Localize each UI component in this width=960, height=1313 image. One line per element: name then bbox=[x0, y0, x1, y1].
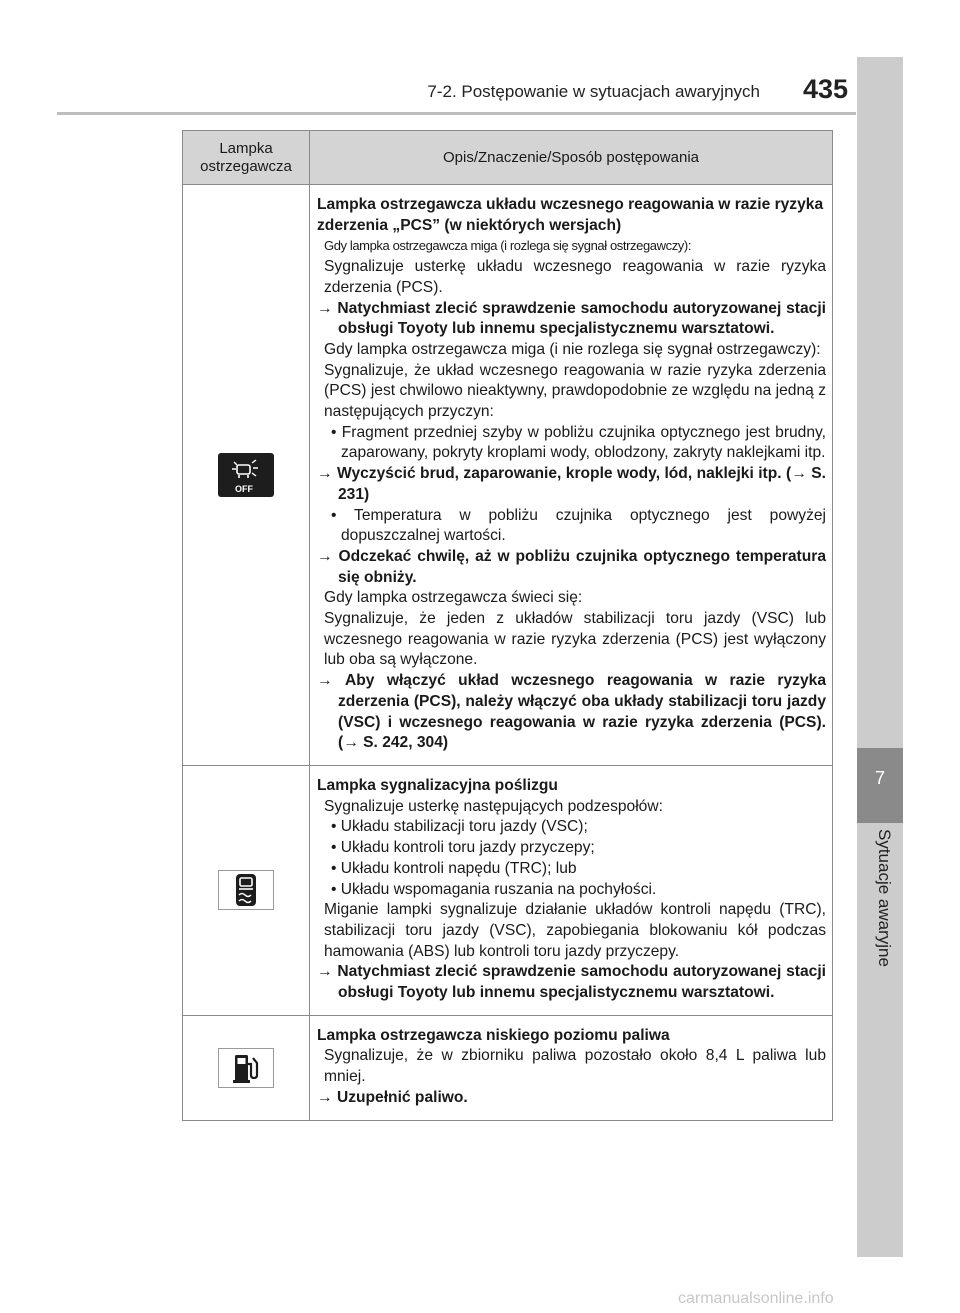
condition-text: Gdy lampka ostrzegawcza świeci się: bbox=[324, 589, 583, 607]
meaning-text: Sygnalizuje, że układ wczesnego reagowania w razie ryzyka zderzenia (PCS) jest chwilowo nieaktywny, prawdopodobnie ze względu na jedną z następujących przyczyn: bbox=[324, 361, 826, 421]
lamp-description-cell bbox=[310, 1015, 833, 1120]
header-divider bbox=[57, 112, 856, 115]
action-label: Natychmiast zlecić sprawdzenie samochodu autoryzowanej stacji obsługi Toyoty lub innemu specjalistycznemu warsztatowi. bbox=[337, 963, 826, 1002]
meaning-text: Sygnalizuje usterkę układu wczesnego reagowania w razie ryzyka zderzenia (PCS). bbox=[324, 258, 826, 296]
action-label: Aby włączyć układ wczesnego reagowania w razie ryzyka zderzenia (PCS), należy włączyć oba układy stabilizacji toru jazdy (VSC) i wczesnego reagowania w razie ryzyka zderzenia (PCS). ( bbox=[338, 672, 826, 752]
fuel-pump-icon bbox=[218, 1048, 274, 1088]
running-header: 7-2. Postępowanie w sytuacjach awaryjnych bbox=[427, 82, 760, 101]
meaning-text: Sygnalizuje usterkę następujących podzespołów: bbox=[324, 797, 663, 815]
action-text bbox=[317, 962, 826, 1003]
page-reference: S. 231) bbox=[338, 465, 826, 503]
action-text bbox=[317, 671, 826, 754]
list-item: • Układu kontroli toru jazdy przyczepy; bbox=[331, 839, 595, 857]
slip-indicator-icon bbox=[218, 870, 274, 910]
table-row bbox=[183, 1015, 833, 1120]
table-header-row bbox=[183, 131, 833, 185]
header-lamp: Lampka ostrzegawcza bbox=[183, 131, 310, 185]
header-description: Opis/Znaczenie/Sposób postępowania bbox=[310, 131, 833, 185]
cause-item: • Temperatura w pobliżu czujnika optycznego jest powyżej dopuszczalnej wartości. bbox=[331, 506, 826, 545]
lamp-description-cell bbox=[310, 185, 833, 766]
table-row bbox=[183, 765, 833, 1015]
chapter-number: 7 bbox=[874, 768, 885, 788]
action-label: Natychmiast zlecić sprawdzenie samochodu autoryzowanej stacji obsługi Toyoty lub innemu specjalistycznemu warsztatowi. bbox=[337, 299, 826, 338]
arrow-glyph: → bbox=[317, 547, 333, 565]
arrow-glyph: → bbox=[317, 672, 333, 690]
warning-lamp-table bbox=[182, 130, 833, 1121]
action-label: Wyczyścić brud, zaparowanie, krople wody, lód, naklejki itp. ( bbox=[337, 465, 792, 483]
lamp-title: Lampka ostrzegawcza układu wczesnego reagowania w razie ryzyka zderzenia „PCS” (w niektórych wersjach) bbox=[317, 196, 824, 234]
svg-text:OFF: OFF bbox=[235, 483, 253, 494]
action-text bbox=[317, 464, 826, 505]
list-item: • Układu stabilizacji toru jazdy (VSC); bbox=[331, 818, 588, 836]
pcs-off-icon bbox=[218, 453, 274, 497]
lamp-icon-cell bbox=[183, 765, 310, 1015]
action-text bbox=[317, 547, 826, 588]
arrow-glyph: → bbox=[317, 299, 333, 317]
condition-text: Gdy lampka ostrzegawcza miga (i rozlega się sygnał ostrzegawczy): bbox=[324, 238, 692, 254]
table-row bbox=[183, 185, 833, 766]
page-reference: S. 242, 304) bbox=[363, 734, 449, 752]
meaning-text: Sygnalizuje, że w zbiorniku paliwa pozostało około 8,4 L paliwa lub mniej. bbox=[324, 1047, 826, 1086]
lamp-title: Lampka sygnalizacyjna poślizgu bbox=[317, 776, 558, 794]
action-text bbox=[317, 299, 826, 340]
chapter-label: Sytuacje awaryjne bbox=[875, 829, 894, 967]
lamp-icon-cell bbox=[183, 185, 310, 766]
cause-item: • Fragment przedniej szyby w pobliżu czujnika optycznego jest brudny, zaparowany, pokryty kroplami wody, oblodzony, zakryty naklejkami itp. bbox=[331, 423, 826, 462]
arrow-glyph: → bbox=[791, 465, 807, 483]
arrow-glyph: → bbox=[343, 734, 359, 752]
arrow-glyph: → bbox=[317, 1088, 333, 1106]
list-item: • Układu kontroli napędu (TRC); lub bbox=[331, 859, 577, 877]
lamp-title: Lampka ostrzegawcza niskiego poziomu paliwa bbox=[317, 1026, 670, 1044]
action-text bbox=[317, 1088, 826, 1109]
chapter-side-tab bbox=[857, 57, 903, 1257]
arrow-glyph: → bbox=[317, 465, 333, 483]
lamp-description-cell bbox=[310, 765, 833, 1015]
arrow-glyph: → bbox=[317, 963, 333, 981]
action-label: Odczekać chwilę, aż w pobliżu czujnika optycznego temperatura się obniży. bbox=[338, 547, 827, 586]
action-label: Uzupełnić paliwo. bbox=[336, 1088, 468, 1106]
watermark: carmanualsonline.info bbox=[678, 1290, 834, 1307]
lamp-icon-cell bbox=[183, 1015, 310, 1120]
list-item: • Układu wspomagania ruszania na pochyłości. bbox=[331, 880, 657, 898]
page-number: 435 bbox=[803, 74, 849, 104]
condition-text: Gdy lampka ostrzegawcza miga (i nie rozlega się sygnał ostrzegawczy): bbox=[324, 340, 821, 358]
meaning-text: Miganie lampki sygnalizuje działanie układów kontroli napędu (TRC), stabilizacji toru jazdy (VSC), zapobiegania blokowaniu kół podczas hamowania (ABS) lub kontroli toru jazdy przyczepy. bbox=[324, 901, 826, 960]
meaning-text: Sygnalizuje, że jeden z układów stabilizacji toru jazdy (VSC) lub wczesnego reagowania w razie ryzyka zderzenia (PCS) jest wyłączony lub oba są wyłączone. bbox=[324, 610, 826, 669]
